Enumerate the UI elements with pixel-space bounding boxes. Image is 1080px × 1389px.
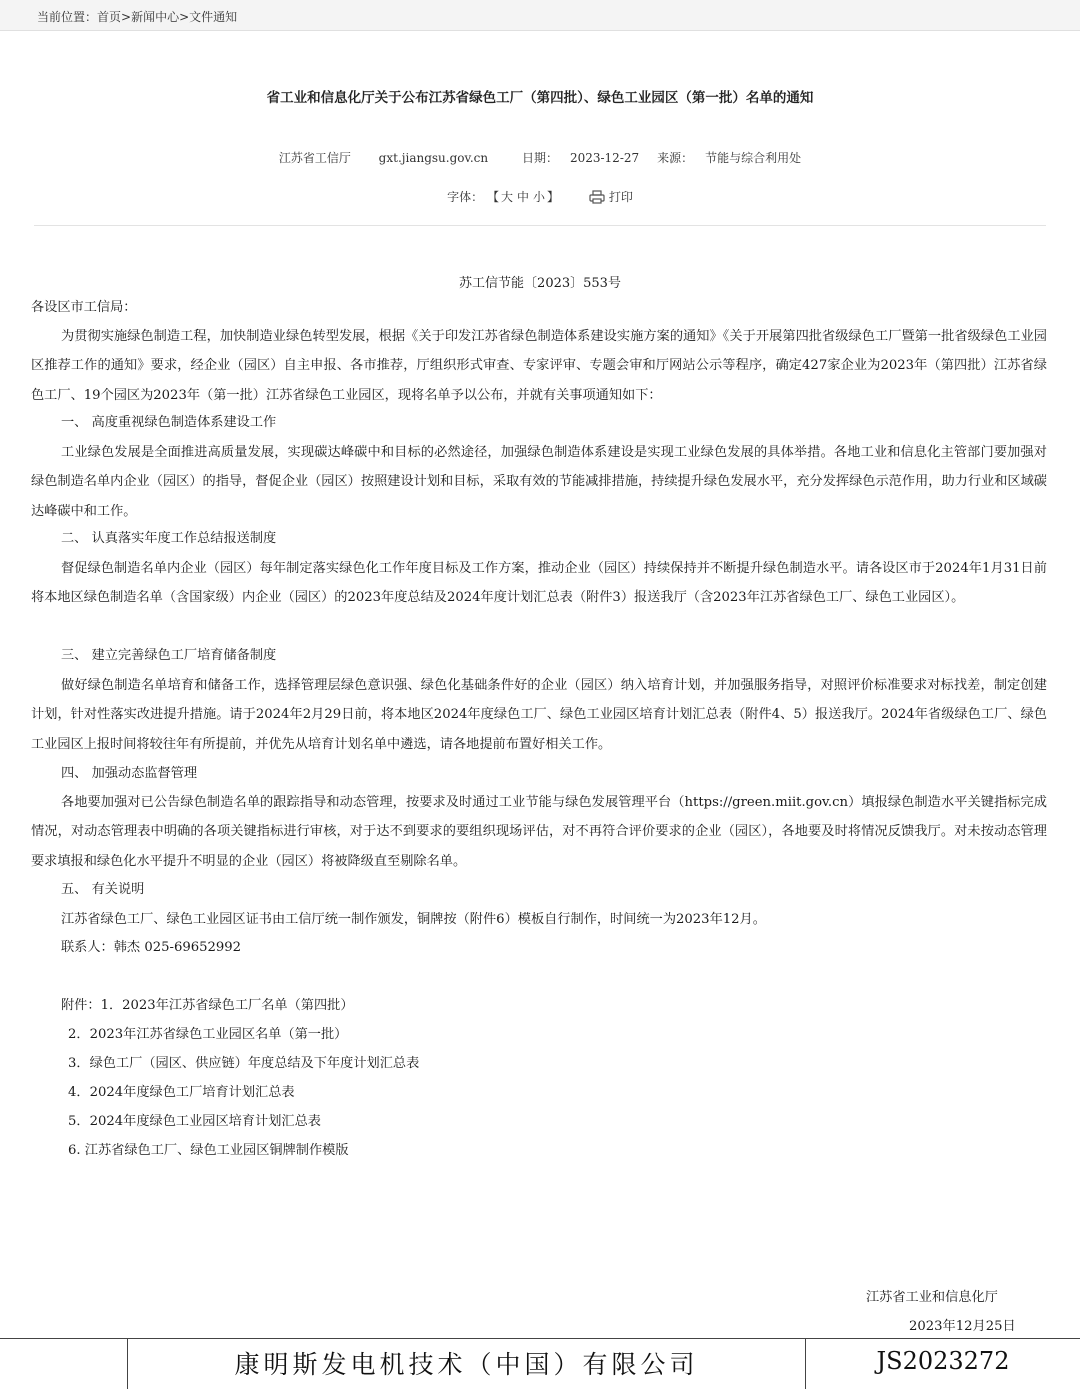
company-name: 康明斯发电机技术（中国）有限公司 xyxy=(234,1350,699,1379)
section-heading-1: 一、 高度重视绿色制造体系建设工作 xyxy=(61,415,277,430)
font-size-medium-button[interactable]: 中 xyxy=(516,190,529,204)
breadcrumb-bar xyxy=(0,0,1080,31)
publish-date: 2023-12-27 xyxy=(569,151,640,165)
contact-line: 联系人：韩杰 025-69652992 xyxy=(61,940,242,955)
print-button[interactable] xyxy=(589,190,633,204)
signature: 江苏省工业和信息化厅 xyxy=(866,1290,998,1305)
attachment-link-3[interactable]: 3．绿色工厂（园区、供应链）年度总结及下年度计划汇总表 xyxy=(68,1056,420,1071)
font-size-small-button[interactable]: 小 xyxy=(533,190,546,204)
sign-date: 2023年12月25日 xyxy=(909,1319,1016,1334)
attachment-link-4[interactable]: 4．2024年度绿色工厂培育计划汇总表 xyxy=(68,1085,295,1100)
section-body-4: 各地要加强对已公告绿色制造名单的跟踪指导和动态管理，按要求及时通过工业节能与绿色发展管理平台（https://green.miit.gov.cn）填报绿色制造水平关键指标完成情况，对动态管理表中明确的各项关键指标进行审核，对于达不到要求的要组织现场评估，对不再符合评价要求的企业（园区），各地要及时将情况反馈我厅。对未按动态管理要求填报和绿色化水平提升不明显的企业（园区）将被降级直至剔除名单。 xyxy=(31,795,1047,869)
source-label: 来源： xyxy=(657,151,694,165)
article-meta xyxy=(0,149,1080,166)
source: 节能与综合利用处 xyxy=(705,151,802,165)
breadcrumb-separator: > xyxy=(179,10,190,24)
section-body-2: 督促绿色制造名单内企业（园区）每年制定落实绿色化工作年度目标及工作方案，推动企业（园区）持续保持并不断提升绿色制造水平。请各设区市于2024年1月31日前将本地区绿色制造名单（含国家级）内企业（园区）的2023年度总结及2024年度计划汇总表（附件3）报送我厅（含2023年江苏省绿色工厂、绿色工业园区）。 xyxy=(31,561,1047,606)
attachment-link-6[interactable]: 6. 江苏省绿色工厂、绿色工业园区铜牌制作模版 xyxy=(68,1143,349,1158)
section-body-3: 做好绿色制造名单培育和储备工作，选择管理层绿色意识强、绿色化基础条件好的企业（园区）纳入培育计划，并加强服务指导，对照评价标准要求对标找差，制定创建计划，针对性落实改进提升措施。请于2024年2月29日前，将本地区2024年度绿色工厂、绿色工业园区培育计划汇总表（附件4、5）报送我厅。2024年省级绿色工厂、绿色工业园区上报时间将较往年有所提前，并优先从培育计划名单中遴选，请各地提前布置好相关工作。 xyxy=(31,678,1047,752)
font-label: 字体： xyxy=(447,190,484,204)
printer-icon xyxy=(589,190,605,204)
print-label: 打印 xyxy=(608,190,633,204)
document-number: 苏工信节能〔2023〕553号 xyxy=(459,276,621,291)
attachment-link-2[interactable]: 2．2023年江苏省绿色工业园区名单（第一批） xyxy=(68,1027,348,1042)
section-body-5: 江苏省绿色工厂、绿色工业园区证书由工信厅统一制作颁发，铜牌按（附件6）模板自行制作，时间统一为2023年12月。 xyxy=(61,912,766,927)
breadcrumb-notice-link[interactable]: 文件通知 xyxy=(189,10,238,24)
publisher: 江苏省工信厅 xyxy=(278,151,351,165)
divider xyxy=(34,225,1046,226)
section-heading-3: 三、 建立完善绿色工厂培育储备制度 xyxy=(61,648,277,663)
font-size-row xyxy=(0,188,1080,205)
salutation: 各设区市工信局： xyxy=(31,300,137,315)
site-url: gxt.jiangsu.gov.cn xyxy=(378,151,489,165)
breadcrumb xyxy=(37,8,237,25)
certificate-code: JS2023272 xyxy=(876,1347,1010,1375)
page-title: 省工业和信息化厅关于公布江苏省绿色工厂（第四批）、绿色工业园区（第一批）名单的通知 xyxy=(266,90,814,106)
font-size-large-button[interactable]: 大 xyxy=(500,190,513,204)
breadcrumb-home-link[interactable]: 首页 xyxy=(97,10,122,24)
attachments-label: 附件： xyxy=(61,998,101,1013)
section-heading-4: 四、 加强动态监督管理 xyxy=(61,766,198,781)
section-body-1: 工业绿色发展是全面推进高质量发展，实现碳达峰碳中和目标的必然途径，加强绿色制造体系建设是实现工业绿色发展的具体举措。各地工业和信息化主管部门要加强对绿色制造名单内企业（园区）的指导，督促企业（园区）按照建设计划和目标，采取有效的节能减排措施，持续提升绿色发展水平，充分发挥绿色示范作用，助力行业和区域碳达峰碳中和工作。 xyxy=(31,445,1047,519)
font-bracket: 【 xyxy=(486,190,499,204)
intro-paragraph: 为贯彻实施绿色制造工程，加快制造业绿色转型发展，根据《关于印发江苏省绿色制造体系建设实施方案的通知》《关于开展第四批省级绿色工厂暨第一批省级绿色工业园区推荐工作的通知》要求，经企业（园区）自主申报、各市推荐，厅组织形式审查、专家评审、专题会审和厅网站公示等程序，确定427家企业为2023年（第四批）江苏省绿色工厂、19个园区为2023年（第一批）江苏省绿色工业园区，现将名单予以公布，并就有关事项通知如下： xyxy=(31,329,1047,403)
attachment-link-5[interactable]: 5．2024年度绿色工业园区培育计划汇总表 xyxy=(68,1114,321,1129)
section-heading-5: 五、 有关说明 xyxy=(61,882,145,897)
date-label: 日期： xyxy=(521,151,558,165)
font-bracket: 】 xyxy=(547,190,560,204)
certificate-footer xyxy=(0,1338,1080,1389)
attachment-item xyxy=(61,996,354,1016)
breadcrumb-separator: > xyxy=(121,10,132,24)
section-heading-2: 二、 认真落实年度工作总结报送制度 xyxy=(61,531,277,546)
breadcrumb-label: 当前位置： xyxy=(37,10,98,24)
attachment-link-1[interactable]: 1．2023年江苏省绿色工厂名单（第四批） xyxy=(100,998,354,1013)
breadcrumb-news-link[interactable]: 新闻中心 xyxy=(131,10,180,24)
